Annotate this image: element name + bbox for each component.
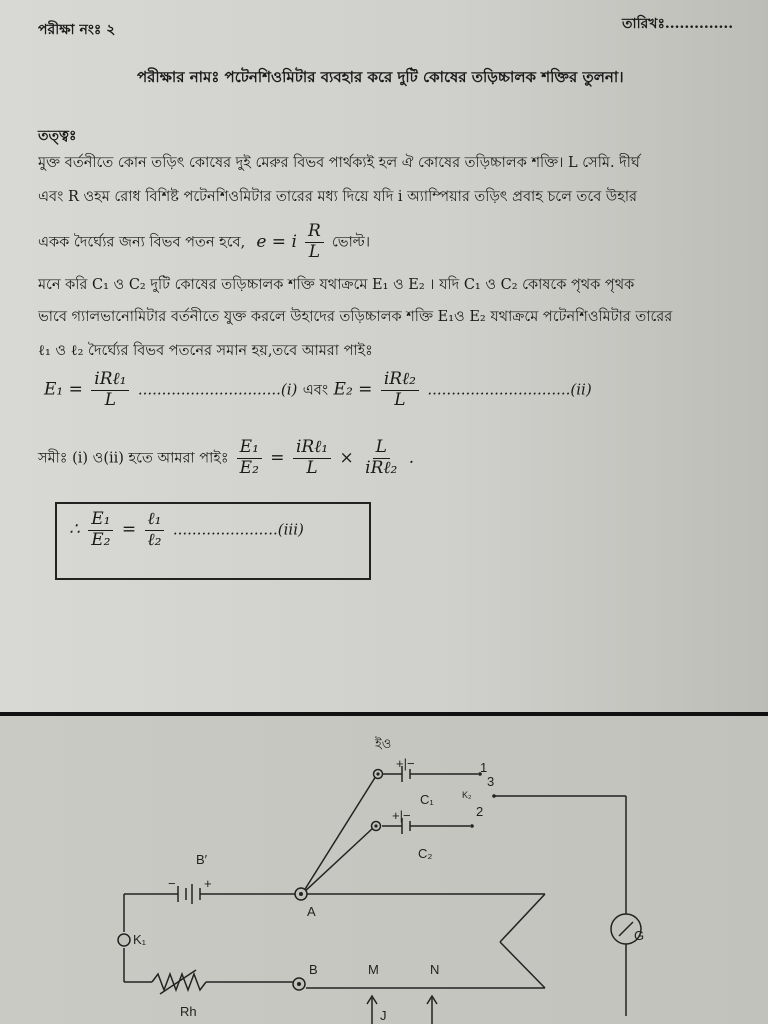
and-word: এবং <box>302 382 329 399</box>
e1-numerator: iRℓ₁ <box>91 370 129 391</box>
theory-line-1: মুক্ত বর্তনীতে কোন তড়িৎ কোষের দুই মেরুর বিভব পার্থক্যই হল ঐ কোষের তড়িচ্চালক শক্তি। L সেমি. দীর্ঘ <box>38 155 640 171</box>
label-b-prime: B′ <box>196 852 208 867</box>
c2-polarity: +|− <box>392 808 411 823</box>
c1-polarity: +|− <box>396 756 415 771</box>
theory-heading: তত্ত্বঃ <box>38 128 77 144</box>
e1-fraction <box>91 370 129 410</box>
boxed-l-fraction <box>145 510 165 550</box>
e1-tag: ..............................(i) <box>137 380 298 399</box>
r-over-l-fraction <box>305 222 324 262</box>
l-denominator: L <box>308 241 321 262</box>
boxed-e-numerator: E₁ <box>88 510 113 531</box>
theory-line-6: ℓ₁ ও ℓ₂ দৈর্ঘ্যের বিভব পতনের সমান হয়,তবে আমরা পাইঃ <box>38 343 373 359</box>
boxed-tag: ......................(iii) <box>172 520 304 539</box>
label-b: B <box>309 962 318 977</box>
label-n3: 3 <box>487 774 495 789</box>
label-n2: 2 <box>476 804 484 819</box>
label-j: J <box>380 1008 387 1023</box>
times-sign: × <box>339 447 354 468</box>
theory-line-5: ভাবে গ্যালভানোমিটার বর্তনীতে যুক্ত করলে উহাদের তড়িচ্চালক শক্তি E₁ও E₂ যথাক্রমে পটেনশিওমিটার তারের <box>38 309 673 325</box>
e1-e2-fraction <box>237 438 262 478</box>
diagram-top-label: ইও <box>375 736 392 751</box>
boxed-l-numerator: ℓ₁ <box>145 510 165 531</box>
r-numerator: R <box>305 222 324 243</box>
equation-ratio-derivation: সমীঃ (i) ও(ii) হতে আমরা পাইঃ $\frac{\text{E₁}}{\text{E₂}}$ = $\frac{\text{iRℓ₁}}{L}$ × $\frac{L}{\text{iRℓ₂}}$ . <box>38 437 415 478</box>
circuit-diagram-page <box>0 716 768 1024</box>
date-label: তারিখঃ.............. <box>622 16 734 32</box>
label-k1: K₁ <box>133 932 147 947</box>
label-m: M <box>368 962 379 977</box>
ratio-denominator: E₂ <box>239 457 259 478</box>
ratio-numerator: E₁ <box>237 438 262 459</box>
unit-potential-drop-line <box>38 222 370 262</box>
e2-denominator: L <box>394 389 406 410</box>
derivation-label: সমীঃ (i) ও(ii) হতে আমরা পাইঃ <box>38 450 229 467</box>
bprime-plus: + <box>204 876 212 891</box>
e1-denominator: L <box>104 389 116 410</box>
theory-line-4: মনে করি C₁ ও C₂ দুটি কোষের তড়িচ্চালক শক্তি যথাক্রমে E₁ ও E₂ । যদি C₁ ও C₂ কোষকে পৃথক পৃথক <box>38 277 635 293</box>
key-k1 <box>118 934 130 946</box>
label-a: A <box>307 904 316 919</box>
theory-line-2: এবং R ওহম রোধ বিশিষ্ট পটেনশিওমিটার তারের মধ্য দিয়ে যদি i অ্যাম্পিয়ার তড়িৎ প্রবাহ চলে তবে উহার <box>38 189 638 205</box>
l-over-irl2-fraction <box>362 438 400 478</box>
e2-tag: ..............................(ii) <box>427 380 592 399</box>
experiment-number: পরীক্ষা নংঃ ২ <box>38 22 116 38</box>
equation-i <box>44 370 592 410</box>
bprime-minus: − <box>168 876 176 891</box>
boxed-equation-iii: ∴ $\frac{\text{E₁}}{\text{E₂}}$ = $\frac{\text{ℓ₁}}{\text{ℓ₂}}$ ......................(iii) <box>69 509 304 550</box>
f3-numerator: L <box>373 438 390 459</box>
therefore-sign: ∴ <box>69 519 80 540</box>
volt-unit: ভোল্ট। <box>331 234 371 251</box>
label-k2: K₂ <box>462 790 472 800</box>
period: . <box>408 447 415 468</box>
label-n1: 1 <box>480 760 488 775</box>
potentiometer-circuit-diagram <box>0 716 768 1024</box>
irl1-over-l-fraction <box>293 438 331 478</box>
f3-denominator: iRℓ₂ <box>365 457 398 478</box>
boxed-e-fraction <box>88 510 113 550</box>
unit-potential-eq-lhs: e = i <box>256 231 297 252</box>
label-c2: C₂ <box>418 846 433 861</box>
e1-lhs: E₁ = <box>44 379 83 400</box>
experiment-title: পরীক্ষার নামঃ পটেনশিওমিটার ব্যবহার করে দুটি কোষের তড়িচ্চালক শক্তির তুলনা। <box>137 68 624 86</box>
label-rh: Rh <box>180 1004 197 1019</box>
label-c1: C₁ <box>420 792 434 807</box>
e2-fraction <box>381 370 419 410</box>
result-box <box>55 502 371 580</box>
boxed-l-denominator: ℓ₂ <box>147 529 162 550</box>
e2-lhs: E₂ = <box>333 379 373 400</box>
unit-potential-text: একক দৈর্ঘ্যের জন্য বিভব পতন হবে, <box>38 234 246 251</box>
e2-numerator: iRℓ₂ <box>381 370 419 391</box>
f2-numerator: iRℓ₁ <box>293 438 331 459</box>
f2-denominator: L <box>306 457 318 478</box>
boxed-e-denominator: E₂ <box>91 529 111 550</box>
label-g: G <box>634 928 645 943</box>
label-n: N <box>430 962 440 977</box>
